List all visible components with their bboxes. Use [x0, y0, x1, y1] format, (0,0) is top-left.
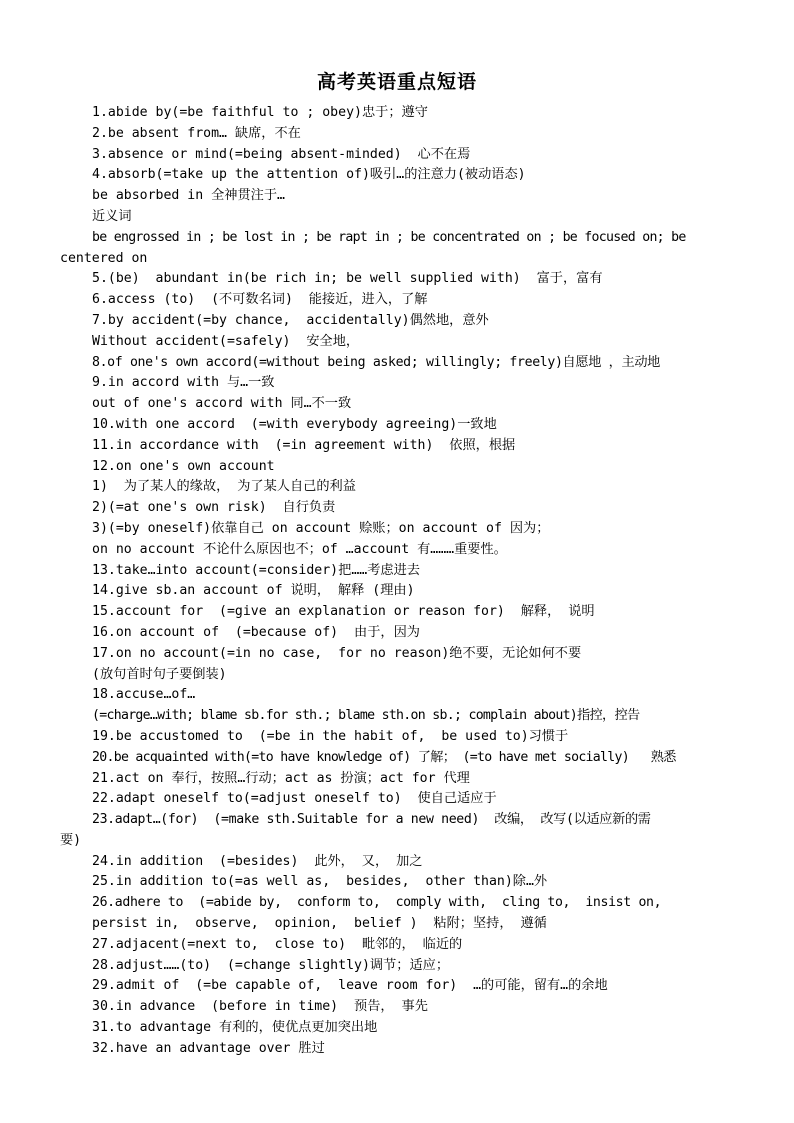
list-item: 22.adapt oneself to(=adjust oneself to) 使自己适应于: [92, 791, 497, 807]
list-item: 8.of one's own accord(=without being asked; willingly; freely)自愿地 ，主动地: [92, 354, 661, 370]
list-item: 6.access (to) (不可数名词) 能接近，进入，了解: [92, 292, 428, 308]
list-item: 23.adapt…(for) (=make sth.Suitable for a new need) 改编， 改写(以适应新的需: [92, 812, 651, 828]
list-item: be absorbed in 全神贯注于…: [92, 188, 285, 204]
list-item: 10.with one accord (=with everybody agreeing)一致地: [92, 416, 497, 432]
list-item: 20.be acquainted with(=to have knowledge of) 了解； (=to have met socially) 熟悉: [92, 749, 676, 765]
list-item: 3.absence or mind(=being absent-minded) 心不在焉: [92, 146, 471, 162]
list-item: 31.to advantage 有利的，使优点更加突出地: [92, 1020, 378, 1036]
list-item: 15.account for (=give an explanation or reason for) 解释， 说明: [92, 604, 595, 620]
list-item: 32.have an advantage over 胜过: [92, 1040, 325, 1056]
list-item: 2)(=at one's own risk) 自行负责: [92, 500, 336, 516]
list-item: 28.adjust……(to) (=change slightly)调节；适应；: [92, 957, 450, 973]
list-item: out of one's accord with 同…不一致: [92, 396, 352, 412]
list-item: 24.in addition (=besides) 此外， 又， 加之: [92, 853, 423, 869]
list-item: 2.be absent from… 缺席，不在: [92, 125, 301, 141]
list-item: 21.act on 奉行，按照…行动；act as 扮演；act for 代理: [92, 770, 470, 786]
list-item: 9.in accord with 与…一致: [92, 375, 275, 391]
list-item: on no account 不论什么原因也不；of …account 有………重要性。: [92, 541, 507, 557]
list-item: 14.give sb.an account of 说明， 解释 (理由): [92, 583, 415, 599]
phrase-list: [60, 103, 736, 1060]
list-item: 16.on account of (=because of) 由于，因为: [92, 624, 420, 640]
list-item: 30.in advance (before in time) 预告， 事先: [92, 999, 428, 1015]
list-item: 7.by accident(=by chance, accidentally)偶然地，意外: [92, 312, 489, 328]
list-item: 13.take…into account(=consider)把……考虑进去: [92, 562, 420, 578]
list-item: be engrossed in ; be lost in ; be rapt in ; be concentrated on ; be focused on; be: [92, 229, 686, 245]
list-item: Without accident(=safely) 安全地，: [92, 333, 360, 349]
list-item: 29.admit of (=be capable of, leave room for) …的可能，留有…的余地: [92, 978, 608, 994]
list-item: 17.on no account(=in no case, for no reason)绝不要，无论如何不要: [92, 645, 582, 661]
list-item: 近义词: [92, 208, 132, 224]
list-item: 12.on one's own account: [92, 458, 275, 474]
list-item: centered on: [60, 250, 148, 266]
list-item: 19.be accustomed to (=be in the habit of, be used to)习惯于: [92, 728, 569, 744]
list-item: (放句首时句子要倒装): [92, 666, 227, 682]
list-item: 4.absorb(=take up the attention of)吸引…的注意力(被动语态): [92, 167, 526, 183]
list-item: 1) 为了某人的缘故， 为了某人自己的利益: [92, 479, 356, 495]
list-item: 27.adjacent(=next to, close to) 毗邻的， 临近的: [92, 936, 463, 952]
list-item: 25.in addition to(=as well as, besides, other than)除…外: [92, 874, 548, 890]
list-item: (=charge…with; blame sb.for sth.; blame sth.on sb.; complain about)指控，控告: [92, 708, 640, 724]
list-item: 要): [60, 832, 82, 848]
list-item: 3)(=by oneself)依靠自己 on account 赊账；on account of 因为；: [92, 520, 550, 536]
list-item: persist in, observe, opinion, belief ) 粘附；坚持， 遵循: [92, 916, 547, 932]
list-item: 1.abide by(=be faithful to ; obey)忠于；遵守: [92, 105, 428, 120]
list-item: 5.(be) abundant in(be rich in; be well supplied with) 富于，富有: [92, 271, 603, 287]
list-item: 18.accuse…of…: [92, 687, 196, 703]
page-title: 高考英语重点短语: [316, 71, 477, 93]
list-item: 11.in accordance with (=in agreement with) 依照，根据: [92, 437, 516, 453]
list-item: 26.adhere to (=abide by, conform to, comply with, cling to, insist on,: [92, 895, 662, 911]
